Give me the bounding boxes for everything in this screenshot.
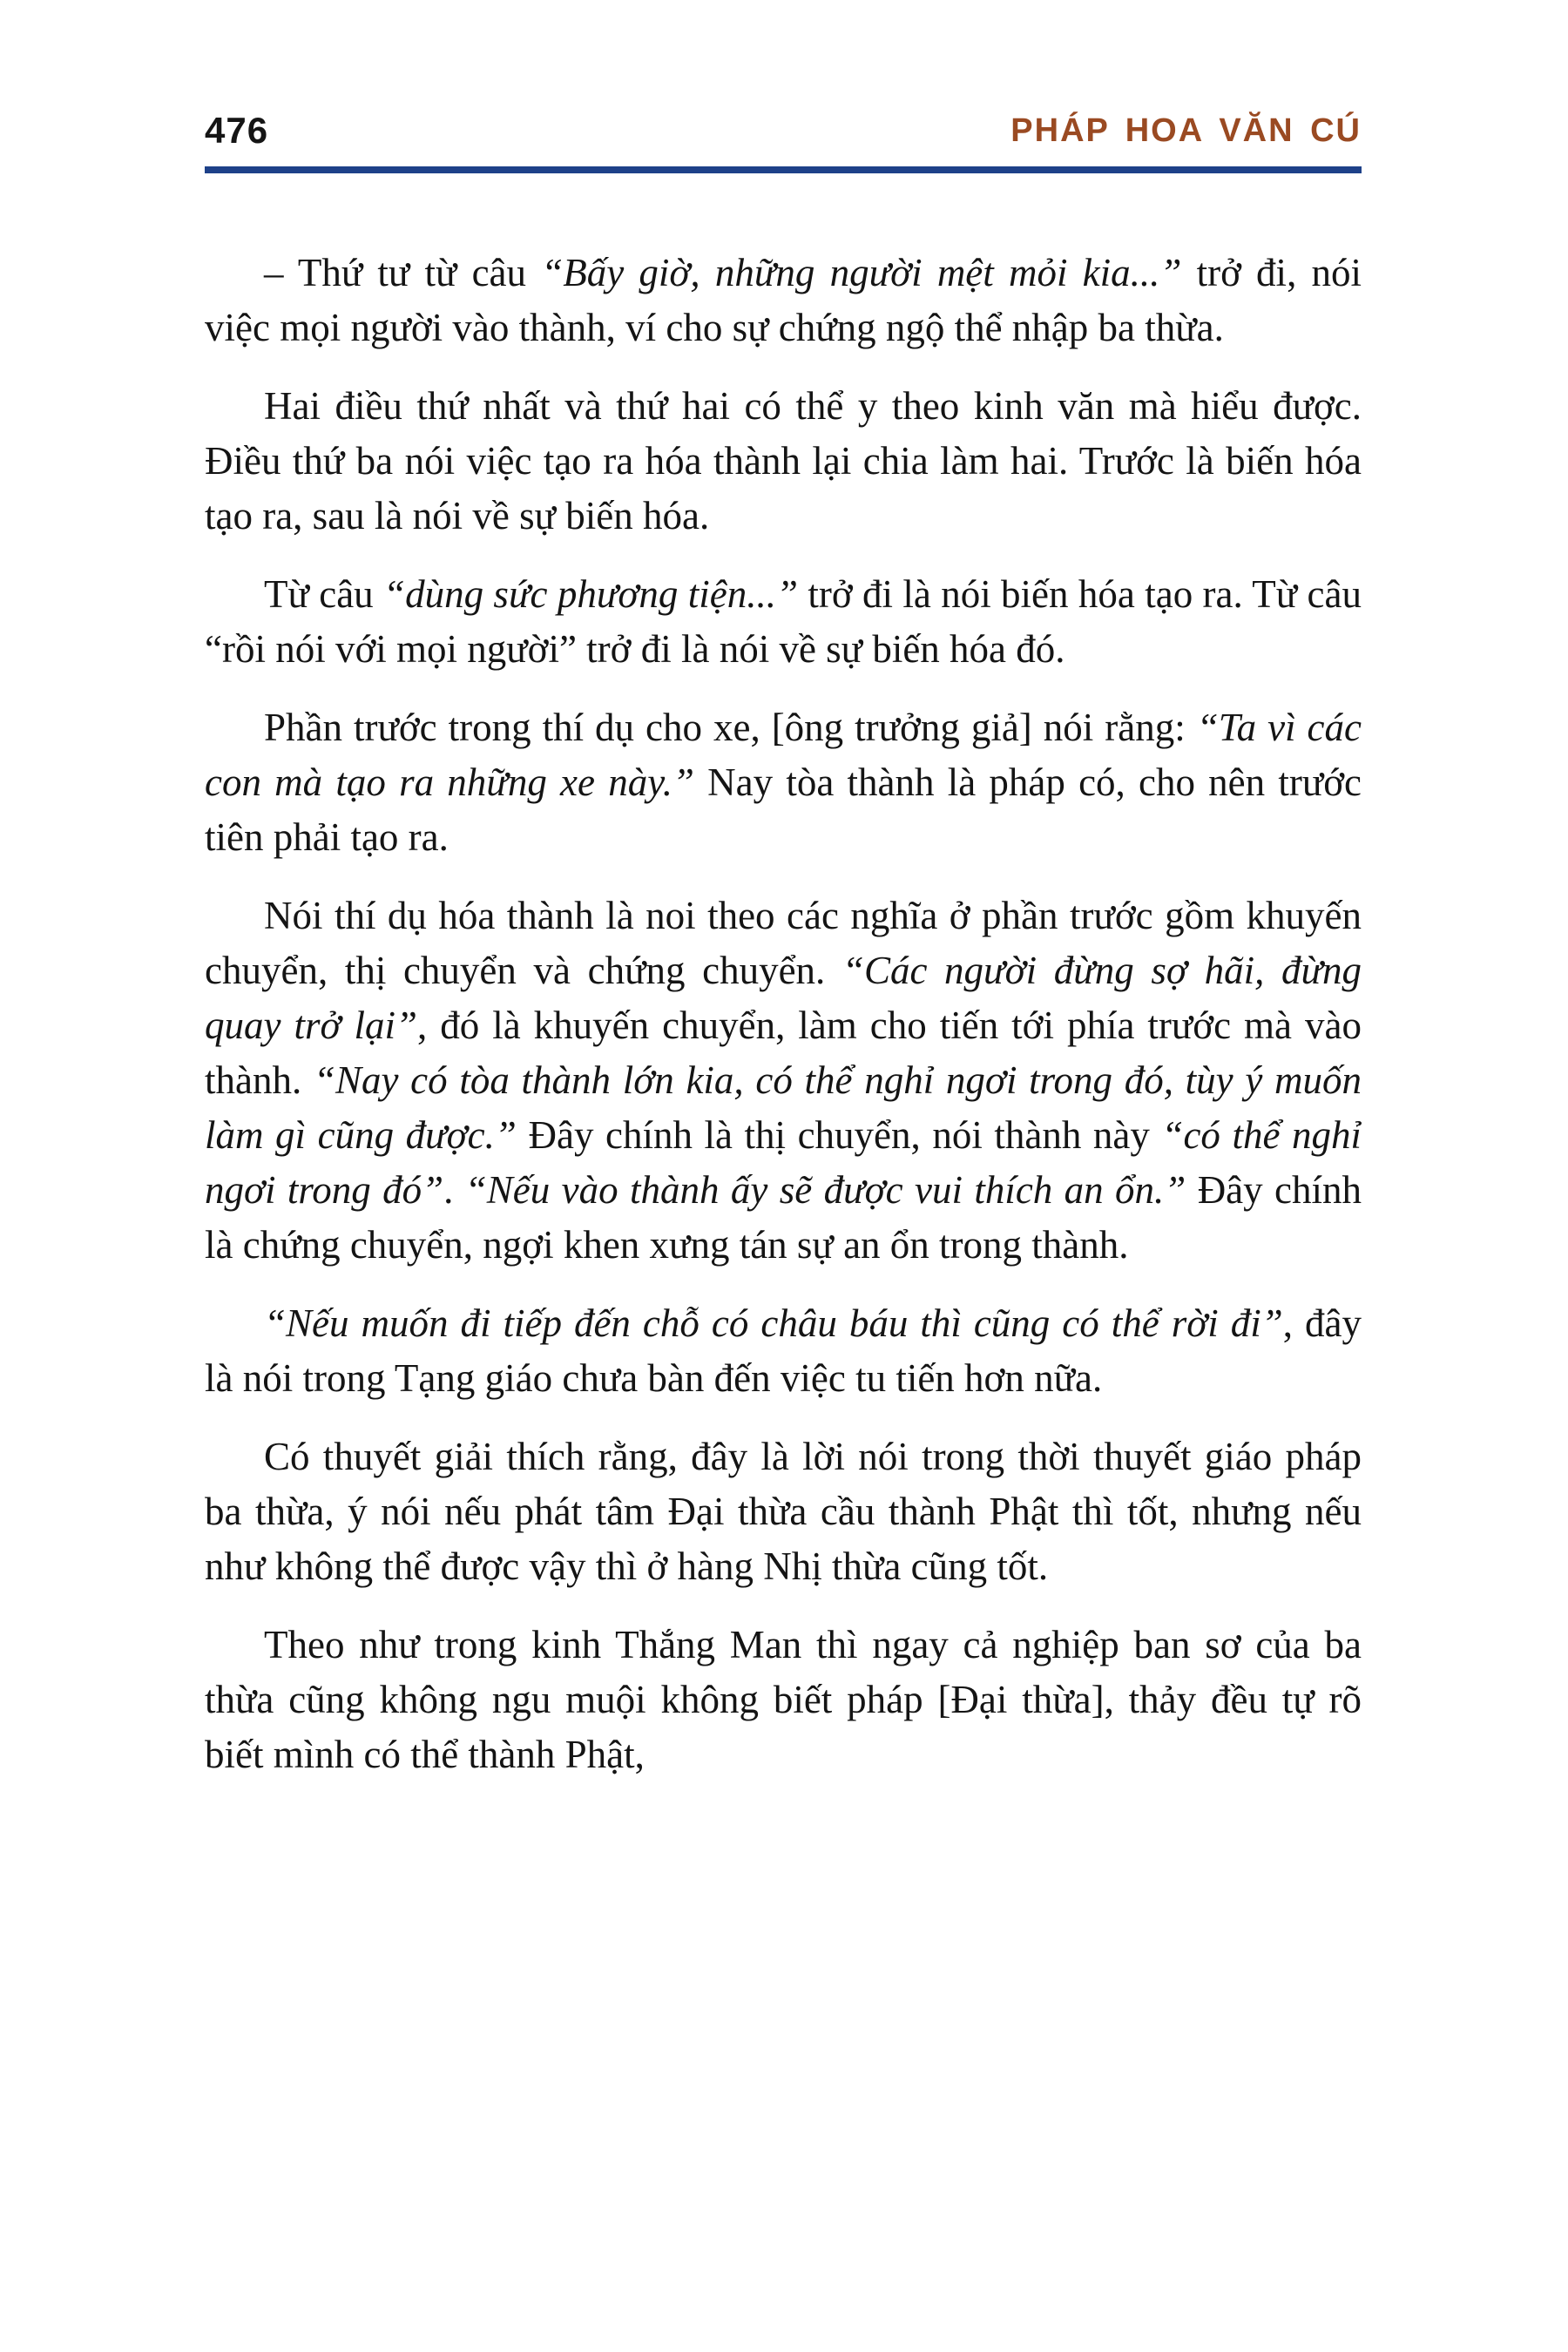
text-segment: Theo như trong kinh Thắng Man thì ngay cả nghiệp ban sơ của ba thừa cũng không ngu muội không biết pháp [Đại thừa], thảy đều tự rõ biết mình có thể thành Phật, bbox=[205, 1623, 1362, 1776]
page-number: 476 bbox=[205, 110, 269, 151]
text-segment: “có thể nghỉ ngơi trong đó” bbox=[205, 1113, 1362, 1212]
text-segment: Từ câu bbox=[264, 572, 384, 616]
text-segment: trở đi là nói biến hóa tạo ra. Từ câu “rồi nói với mọi người” trở đi là nói về sự biến hóa đó. bbox=[205, 572, 1362, 671]
text-segment: Đây chính là chứng chuyển, ngợi khen xưng tán sự an ổn trong thành. bbox=[205, 1168, 1362, 1267]
text-segment: “Bấy giờ, những người mệt mỏi kia...” bbox=[541, 251, 1197, 294]
page-body bbox=[205, 246, 1362, 1806]
paragraph bbox=[205, 889, 1362, 1273]
running-head: PHÁP HOA VĂN CÚ bbox=[1010, 112, 1362, 149]
header-row bbox=[205, 110, 1362, 152]
page-header bbox=[205, 110, 1362, 173]
text-segment: Phần trước trong thí dụ cho xe, [ông trưởng giả] nói rằng: bbox=[264, 706, 1197, 749]
header-rule bbox=[205, 166, 1362, 173]
paragraph bbox=[205, 379, 1362, 544]
text-segment: “Nếu muốn đi tiếp đến chỗ có châu báu thì cũng có thể rời đi” bbox=[264, 1301, 1283, 1345]
text-segment: “Ta vì các con mà tạo ra những xe này.” bbox=[205, 706, 1362, 804]
text-segment: – Thứ tư từ câu bbox=[264, 251, 542, 294]
text-segment: “dùng sức phương tiện...” bbox=[383, 572, 808, 616]
text-segment: “Các người đừng sợ hãi, đừng quay trở lại” bbox=[205, 949, 1362, 1047]
text-segment: , đây là nói trong Tạng giáo chưa bàn đến việc tu tiến hơn nữa. bbox=[205, 1301, 1362, 1400]
text-segment: . bbox=[443, 1168, 465, 1212]
text-segment: Có thuyết giải thích rằng, đây là lời nói trong thời thuyết giáo pháp ba thừa, ý nói nếu phát tâm Đại thừa cầu thành Phật thì tốt, nhưng nếu như không thể được vậy thì ở hàng Nhị thừa cũng tốt. bbox=[205, 1435, 1362, 1588]
paragraph bbox=[205, 1429, 1362, 1594]
text-segment: trở đi, nói việc mọi người vào thành, ví cho sự chứng ngộ thể nhập ba thừa. bbox=[205, 251, 1362, 349]
text-segment: “Nay có tòa thành lớn kia, có thể nghỉ ngơi trong đó, tùy ý muốn làm gì cũng được.” bbox=[205, 1058, 1362, 1157]
paragraph bbox=[205, 246, 1362, 355]
text-segment: Đây chính là thị chuyển, nói thành này bbox=[528, 1113, 1162, 1157]
paragraph bbox=[205, 567, 1362, 677]
text-segment: “Nếu vào thành ấy sẽ được vui thích an ổn.” bbox=[464, 1168, 1198, 1212]
text-segment: Hai điều thứ nhất và thứ hai có thể y theo kinh văn mà hiểu được. Điều thứ ba nói việc tạo ra hóa thành lại chia làm hai. Trước là biến hóa tạo ra, sau là nói về sự biến hóa. bbox=[205, 384, 1362, 537]
paragraph bbox=[205, 1296, 1362, 1406]
text-segment: Nói thí dụ hóa thành là noi theo các nghĩa ở phần trước gồm khuyến chuyển, thị chuyển và chứng chuyển. bbox=[205, 894, 1362, 992]
paragraph bbox=[205, 700, 1362, 865]
text-segment: , đó là khuyến chuyển, làm cho tiến tới phía trước mà vào thành. bbox=[205, 1004, 1362, 1102]
text-segment: Nay tòa thành là pháp có, cho nên trước tiên phải tạo ra. bbox=[205, 760, 1362, 859]
paragraph bbox=[205, 1618, 1362, 1782]
